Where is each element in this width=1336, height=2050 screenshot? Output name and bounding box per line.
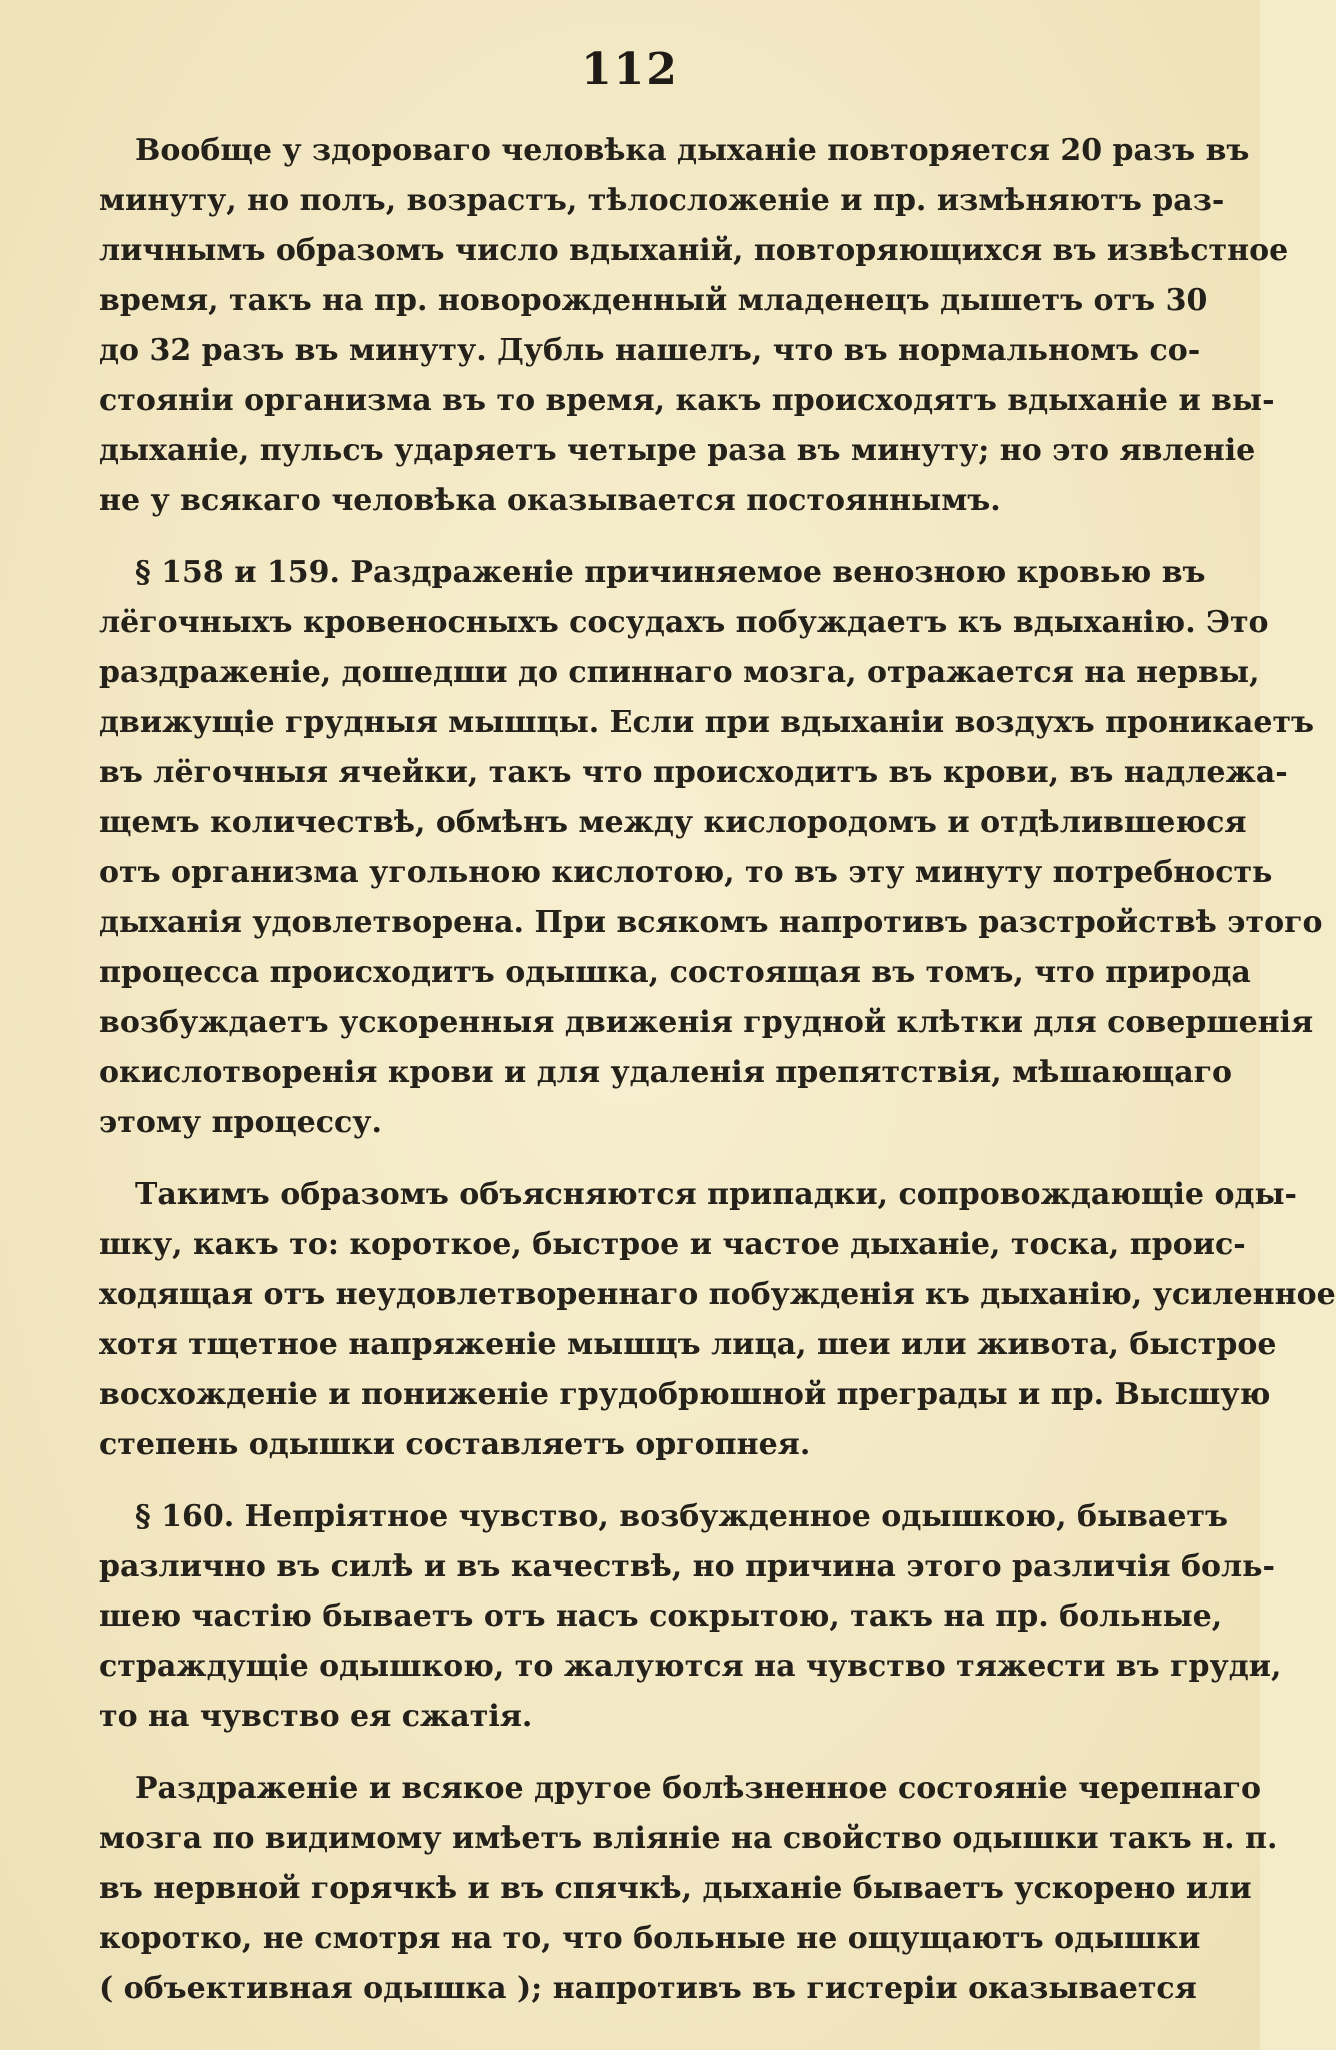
page-number: 112 bbox=[581, 44, 679, 95]
text-line: страждущіе одышкою, то жалуются на чувство тяжести въ груди, bbox=[99, 1649, 1282, 1684]
text-line: ходящая отъ неудовлетвореннаго побужденія къ дыханію, усиленное bbox=[99, 1277, 1336, 1312]
text-line: этому процессу. bbox=[99, 1105, 382, 1140]
body-text bbox=[99, 126, 1336, 2036]
paragraph-3 bbox=[99, 1170, 1336, 1470]
text-line: въ нервной горячкѣ и въ спячкѣ, дыханіе бываетъ ускорено или bbox=[99, 1871, 1252, 1906]
text-line: мозга по видимому имѣетъ вліяніе на свойство одышки такъ н. п. bbox=[99, 1821, 1278, 1856]
text-line: процесса происходитъ одышка, состоящая въ томъ, что природа bbox=[99, 955, 1251, 990]
text-line: различно въ силѣ и въ качествѣ, но причина этого различія боль- bbox=[99, 1549, 1275, 1584]
text-line: то на чувство ея сжатія. bbox=[99, 1699, 533, 1734]
text-line: шку, какъ то: короткое, быстрое и частое дыханіе, тоска, проис- bbox=[99, 1227, 1246, 1262]
paragraph-2 bbox=[99, 548, 1323, 1148]
text-line: Раздраженіе и всякое другое болѣзненное состояніе черепнаго bbox=[135, 1771, 1262, 1806]
text-line: въ лёгочныя ячейки, такъ что происходитъ въ крови, въ надлежа- bbox=[99, 755, 1288, 790]
text-line: коротко, не смотря на то, что больные не ощущаютъ одышки bbox=[99, 1921, 1201, 1956]
text-line: § 158 и 159. Раздраженіе причиняемое венозною кровью въ bbox=[135, 555, 1206, 590]
text-line: окислотворенія крови и для удаленія препятствія, мѣшающаго bbox=[99, 1055, 1233, 1090]
text-line: ( объективная одышка ); напротивъ въ гистеріи оказывается bbox=[99, 1971, 1197, 2006]
text-line: дыханія удовлетворена. При всякомъ напротивъ разстройствѣ этого bbox=[99, 905, 1323, 940]
text-line: Вообще у здороваго человѣка дыханіе повторяется 20 разъ въ bbox=[135, 133, 1250, 168]
text-line: лёгочныхъ кровеносныхъ сосудахъ побуждаетъ къ вдыханію. Это bbox=[99, 605, 1269, 640]
text-line: возбуждаетъ ускоренныя движенія грудной клѣтки для совершенія bbox=[99, 1005, 1314, 1040]
text-line: Такимъ образомъ объясняются припадки, сопровождающіе оды- bbox=[135, 1177, 1297, 1212]
text-line: личнымъ образомъ число вдыханій, повторяющихся въ извѣстное bbox=[99, 233, 1289, 268]
text-line: время, такъ на пр. новорожденный младенецъ дышетъ отъ 30 bbox=[99, 283, 1208, 318]
text-line: восхожденіе и пониженіе грудобрюшной преграды и пр. Высшую bbox=[99, 1377, 1271, 1412]
text-line: не у всякаго человѣка оказывается постояннымъ. bbox=[99, 483, 1001, 518]
paragraph-1 bbox=[99, 126, 1289, 526]
text-line: щемъ количествѣ, обмѣнъ между кислородомъ и отдѣлившеюся bbox=[99, 805, 1247, 840]
text-line: хотя тщетное напряженіе мышцъ лица, шеи или живота, быстрое bbox=[99, 1327, 1277, 1362]
text-line: до 32 разъ въ минуту. Дубль нашелъ, что въ нормальномъ со- bbox=[99, 333, 1201, 368]
text-line: минуту, но полъ, возрастъ, тѣлосложеніе и пр. измѣняютъ раз- bbox=[99, 183, 1225, 218]
text-line: раздраженіе, дошедши до спиннаго мозга, отражается на нервы, bbox=[99, 655, 1260, 690]
paragraph-4 bbox=[99, 1492, 1282, 1742]
paragraph-5 bbox=[99, 1764, 1278, 2014]
text-line: дыханіе, пульсъ ударяетъ четыре раза въ минуту; но это явленіе bbox=[99, 433, 1256, 468]
text-line: степень одышки составляетъ оргопнея. bbox=[99, 1427, 811, 1462]
text-line: шею частію бываетъ отъ насъ сокрытою, такъ на пр. больные, bbox=[99, 1599, 1223, 1634]
text-line: отъ организма угольною кислотою, то въ эту минуту потребность bbox=[99, 855, 1273, 890]
text-line: стояніи организма въ то время, какъ происходятъ вдыханіе и вы- bbox=[99, 383, 1275, 418]
text-line: § 160. Непріятное чувство, возбужденное одышкою, бываетъ bbox=[135, 1499, 1229, 1534]
text-line: движущіе грудныя мышцы. Если при вдыханіи воздухъ проникаетъ bbox=[99, 705, 1315, 740]
